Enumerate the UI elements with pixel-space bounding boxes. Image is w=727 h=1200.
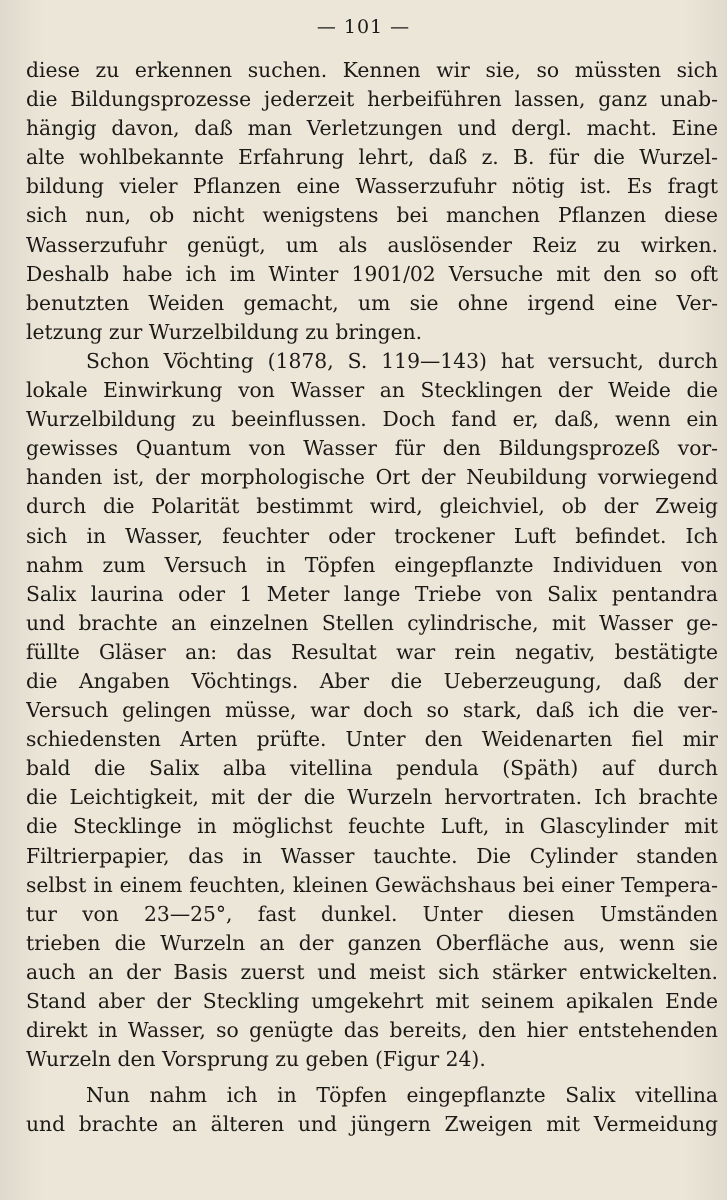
page-number: — 101 — bbox=[316, 16, 411, 38]
text-line: und brachte an älteren und jüngern Zweigen mit Vermeidung bbox=[26, 1112, 718, 1137]
text-line: Deshalb habe ich im Winter 1901/02 Versuche mit den so oft bbox=[26, 261, 718, 286]
body-text bbox=[26, 56, 718, 1139]
text-line: die Angaben Vöchtings. Aber die Ueberzeugung, daß der bbox=[26, 668, 718, 693]
text-line: direkt in Wasser, so genügte das bereits, den hier entstehenden bbox=[26, 1018, 718, 1043]
text-line: alte wohlbekannte Erfahrung lehrt, daß z. B. für die Wurzel- bbox=[26, 145, 718, 170]
paragraph-1 bbox=[26, 56, 718, 347]
text-line: die Leichtigkeit, mit der die Wurzeln hervortraten. Ich brachte bbox=[26, 785, 718, 810]
text-line: gewisses Quantum von Wasser für den Bildungsprozeß vor- bbox=[26, 436, 718, 461]
text-line: schiedensten Arten prüfte. Unter den Weidenarten fiel mir bbox=[26, 727, 718, 752]
text-line: füllte Gläser an: das Resultat war rein negativ, bestätigte bbox=[26, 639, 718, 664]
text-line: letzung zur Wurzelbildung zu bringen. bbox=[26, 319, 423, 344]
text-line: benutzten Weiden gemacht, um sie ohne irgend eine Ver- bbox=[26, 290, 718, 315]
paragraph-spacer bbox=[26, 1074, 718, 1081]
text-line: Versuch gelingen müsse, war doch so stark, daß ich die ver- bbox=[26, 698, 718, 723]
text-line: nahm zum Versuch in Töpfen eingepflanzte Individuen von bbox=[26, 552, 718, 577]
text-line: Nun nahm ich in Töpfen eingepflanzte Salix vitellina bbox=[86, 1083, 718, 1108]
text-line: und brachte an einzelnen Stellen cylindrische, mit Wasser ge- bbox=[26, 610, 718, 635]
text-line: hängig davon, daß man Verletzungen und dergl. macht. Eine bbox=[26, 116, 718, 141]
text-line: die Stecklinge in möglichst feuchte Luft, in Glascylinder mit bbox=[26, 814, 718, 839]
text-line: selbst in einem feuchten, kleinen Gewächshaus bei einer Tempera- bbox=[26, 872, 718, 897]
text-line: Wasserzufuhr genügt, um als auslösender Reiz zu wirken. bbox=[26, 232, 718, 257]
text-line: Schon Vöchting (1878, S. 119—143) hat versucht, durch bbox=[86, 348, 718, 373]
paragraph-2 bbox=[26, 347, 718, 1074]
text-line: handen ist, der morphologische Ort der Neubildung vorwiegend bbox=[26, 465, 718, 490]
paragraph-3 bbox=[26, 1081, 718, 1139]
text-line: bildung vieler Pflanzen eine Wasserzufuhr nötig ist. Es fragt bbox=[26, 174, 718, 199]
text-line: Wurzeln den Vorsprung zu geben (Figur 24). bbox=[26, 1047, 486, 1072]
text-line: diese zu erkennen suchen. Kennen wir sie, so müssten sich bbox=[26, 58, 718, 82]
text-line: durch die Polarität bestimmt wird, gleichviel, ob der Zweig bbox=[26, 494, 718, 519]
text-line: sich in Wasser, feuchter oder trockener Luft befindet. Ich bbox=[26, 523, 718, 548]
text-line: Wurzelbildung zu beeinflussen. Doch fand er, daß, wenn ein bbox=[26, 407, 718, 432]
text-line: tur von 23—25°, fast dunkel. Unter diesen Umständen bbox=[26, 901, 718, 926]
text-line: bald die Salix alba vitellina pendula (Späth) auf durch bbox=[26, 756, 718, 781]
text-line: die Bildungsprozesse jederzeit herbeiführen lassen, ganz unab- bbox=[26, 87, 718, 112]
text-line: lokale Einwirkung von Wasser an Stecklingen der Weide die bbox=[26, 378, 718, 403]
text-line: auch an der Basis zuerst und meist sich stärker entwickelten. bbox=[26, 959, 718, 984]
text-line: trieben die Wurzeln an der ganzen Oberfläche aus, wenn sie bbox=[26, 930, 718, 955]
text-line: Salix laurina oder 1 Meter lange Triebe von Salix pentandra bbox=[26, 581, 718, 606]
text-line: Stand aber der Steckling umgekehrt mit seinem apikalen Ende bbox=[26, 989, 718, 1013]
text-line: sich nun, ob nicht wenigstens bei manchen Pflanzen diese bbox=[26, 203, 718, 228]
text-line: Filtrierpapier, das in Wasser tauchte. Die Cylinder standen bbox=[26, 843, 718, 868]
